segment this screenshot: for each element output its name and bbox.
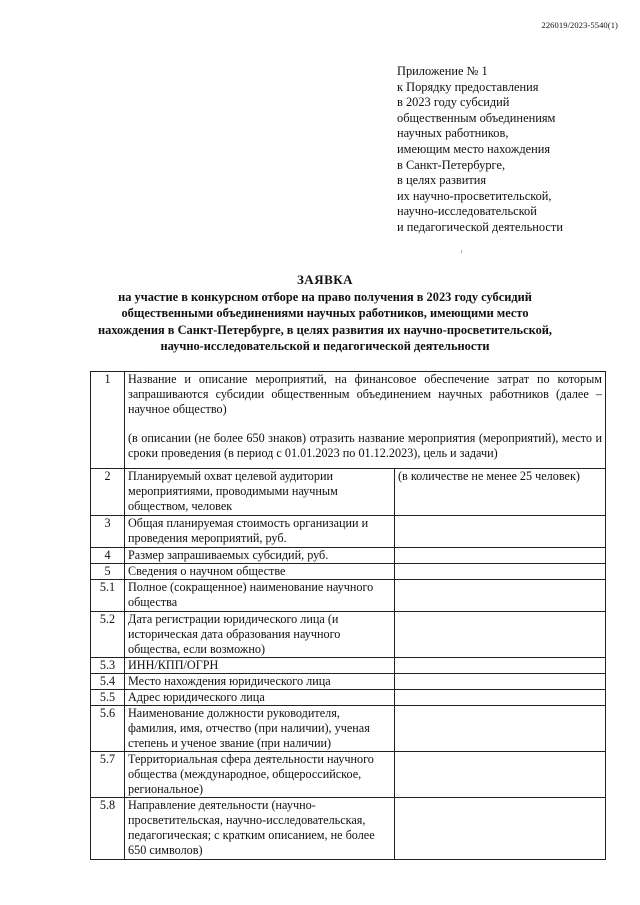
appendix-line: научно-исследовательской: [397, 204, 537, 219]
appendix-line: их научно-просветительской,: [397, 188, 552, 203]
appendix-line: имеющим место нахождения: [397, 141, 551, 156]
scan-speck: [461, 250, 462, 253]
appendix-line: Приложение № 1: [397, 64, 488, 78]
row-label: Полное (сокращенное) наименование научного общества: [125, 580, 395, 612]
row-label: Адрес юридического лица: [125, 690, 395, 706]
table-row: [91, 372, 606, 469]
row-number: 5.6: [91, 706, 125, 752]
table-row: [91, 548, 606, 564]
row-value[interactable]: [395, 580, 606, 612]
subtitle-line: нахождения в Санкт-Петербурге, в целях развития их научно-просветительской,: [98, 322, 552, 337]
appendix-line: научных работников,: [397, 126, 509, 141]
row-label: Размер запрашиваемых субсидий, руб.: [125, 548, 395, 564]
row-number: 5.3: [91, 658, 125, 674]
row-label: Место нахождения юридического лица: [125, 674, 395, 690]
row-label: Планируемый охват целевой аудитории мероприятиями, проводимыми научным обществом, человек: [125, 469, 395, 516]
row-number: 5: [91, 564, 125, 580]
row-number: 2: [91, 469, 125, 516]
document-number: 226019/2023-5540(1): [541, 20, 618, 30]
row-label: Название и описание мероприятий, на финансовое обеспечение затрат по которым запрашиваются субсидии общественным объединением научных работников (далее – научное общество): [128, 372, 603, 416]
table-row: [91, 516, 606, 548]
table-row: [91, 580, 606, 612]
row-number: 3: [91, 516, 125, 548]
row-value[interactable]: (в количестве не менее 25 человек): [395, 469, 606, 516]
row-value[interactable]: [395, 548, 606, 564]
application-form-table: [90, 371, 606, 860]
subtitle-line: на участие в конкурсном отборе на право получения в 2023 году субсидий: [118, 289, 532, 304]
row-label: Дата регистрации юридического лица (и историческая дата образования научного общества, если возможно): [125, 612, 395, 658]
application-title: [60, 272, 590, 355]
row-description: [125, 372, 606, 469]
row-value[interactable]: [395, 798, 606, 860]
row-number: 5.1: [91, 580, 125, 612]
table-row: [91, 706, 606, 752]
subtitle-line: научно-исследовательской и педагогической деятельности: [160, 339, 490, 354]
row-value[interactable]: [395, 752, 606, 798]
table-row: [91, 752, 606, 798]
appendix-line: общественным объединениям: [397, 110, 556, 125]
row-note: (в описании (не более 650 знаков) отразить название мероприятия (мероприятий), место и сроки проведения (в период с 01.01.2023 по 01.12.2023), цель и задачи): [128, 431, 603, 460]
row-number: 1: [91, 372, 125, 469]
table-row: [91, 690, 606, 706]
table-row: [91, 658, 606, 674]
table-row: [91, 612, 606, 658]
row-value[interactable]: [395, 674, 606, 690]
appendix-line: в Санкт-Петербурге,: [397, 157, 506, 172]
table-row: [91, 564, 606, 580]
table-row: [91, 469, 606, 516]
row-number: 5.7: [91, 752, 125, 798]
row-number: 5.4: [91, 674, 125, 690]
appendix-line: и педагогической деятельности: [397, 219, 563, 234]
row-label: Наименование должности руководителя, фамилия, имя, отчество (при наличии), ученая степень и ученое звание (при наличии): [125, 706, 395, 752]
row-number: 5.5: [91, 690, 125, 706]
subtitle-line: общественными объединениями научных работников, имеющими место: [121, 306, 529, 321]
appendix-line: в 2023 году субсидий: [397, 95, 510, 110]
row-number: 4: [91, 548, 125, 564]
row-label: Сведения о научном обществе: [125, 564, 395, 580]
row-label: Территориальная сфера деятельности научного общества (международное, общероссийское, региональное): [125, 752, 395, 798]
row-value[interactable]: [395, 706, 606, 752]
row-number: 5.8: [91, 798, 125, 860]
document-title: ЗАЯВКА: [296, 272, 354, 287]
appendix-header: [397, 64, 627, 236]
row-number: 5.2: [91, 612, 125, 658]
appendix-line: в целях развития: [397, 173, 487, 188]
row-value[interactable]: [395, 612, 606, 658]
row-value[interactable]: [395, 658, 606, 674]
row-value[interactable]: [395, 690, 606, 706]
row-value[interactable]: [395, 516, 606, 548]
appendix-line: к Порядку предоставления: [397, 79, 539, 94]
row-label: Направление деятельности (научно-просветительская, научно-исследовательская, педагогическая; с кратким описанием, не более 650 символов): [125, 798, 395, 860]
row-value[interactable]: [395, 564, 606, 580]
table-row: [91, 798, 606, 860]
row-label: ИНН/КПП/ОГРН: [125, 658, 395, 674]
table-row: [91, 674, 606, 690]
row-label: Общая планируемая стоимость организации и проведения мероприятий, руб.: [125, 516, 395, 548]
